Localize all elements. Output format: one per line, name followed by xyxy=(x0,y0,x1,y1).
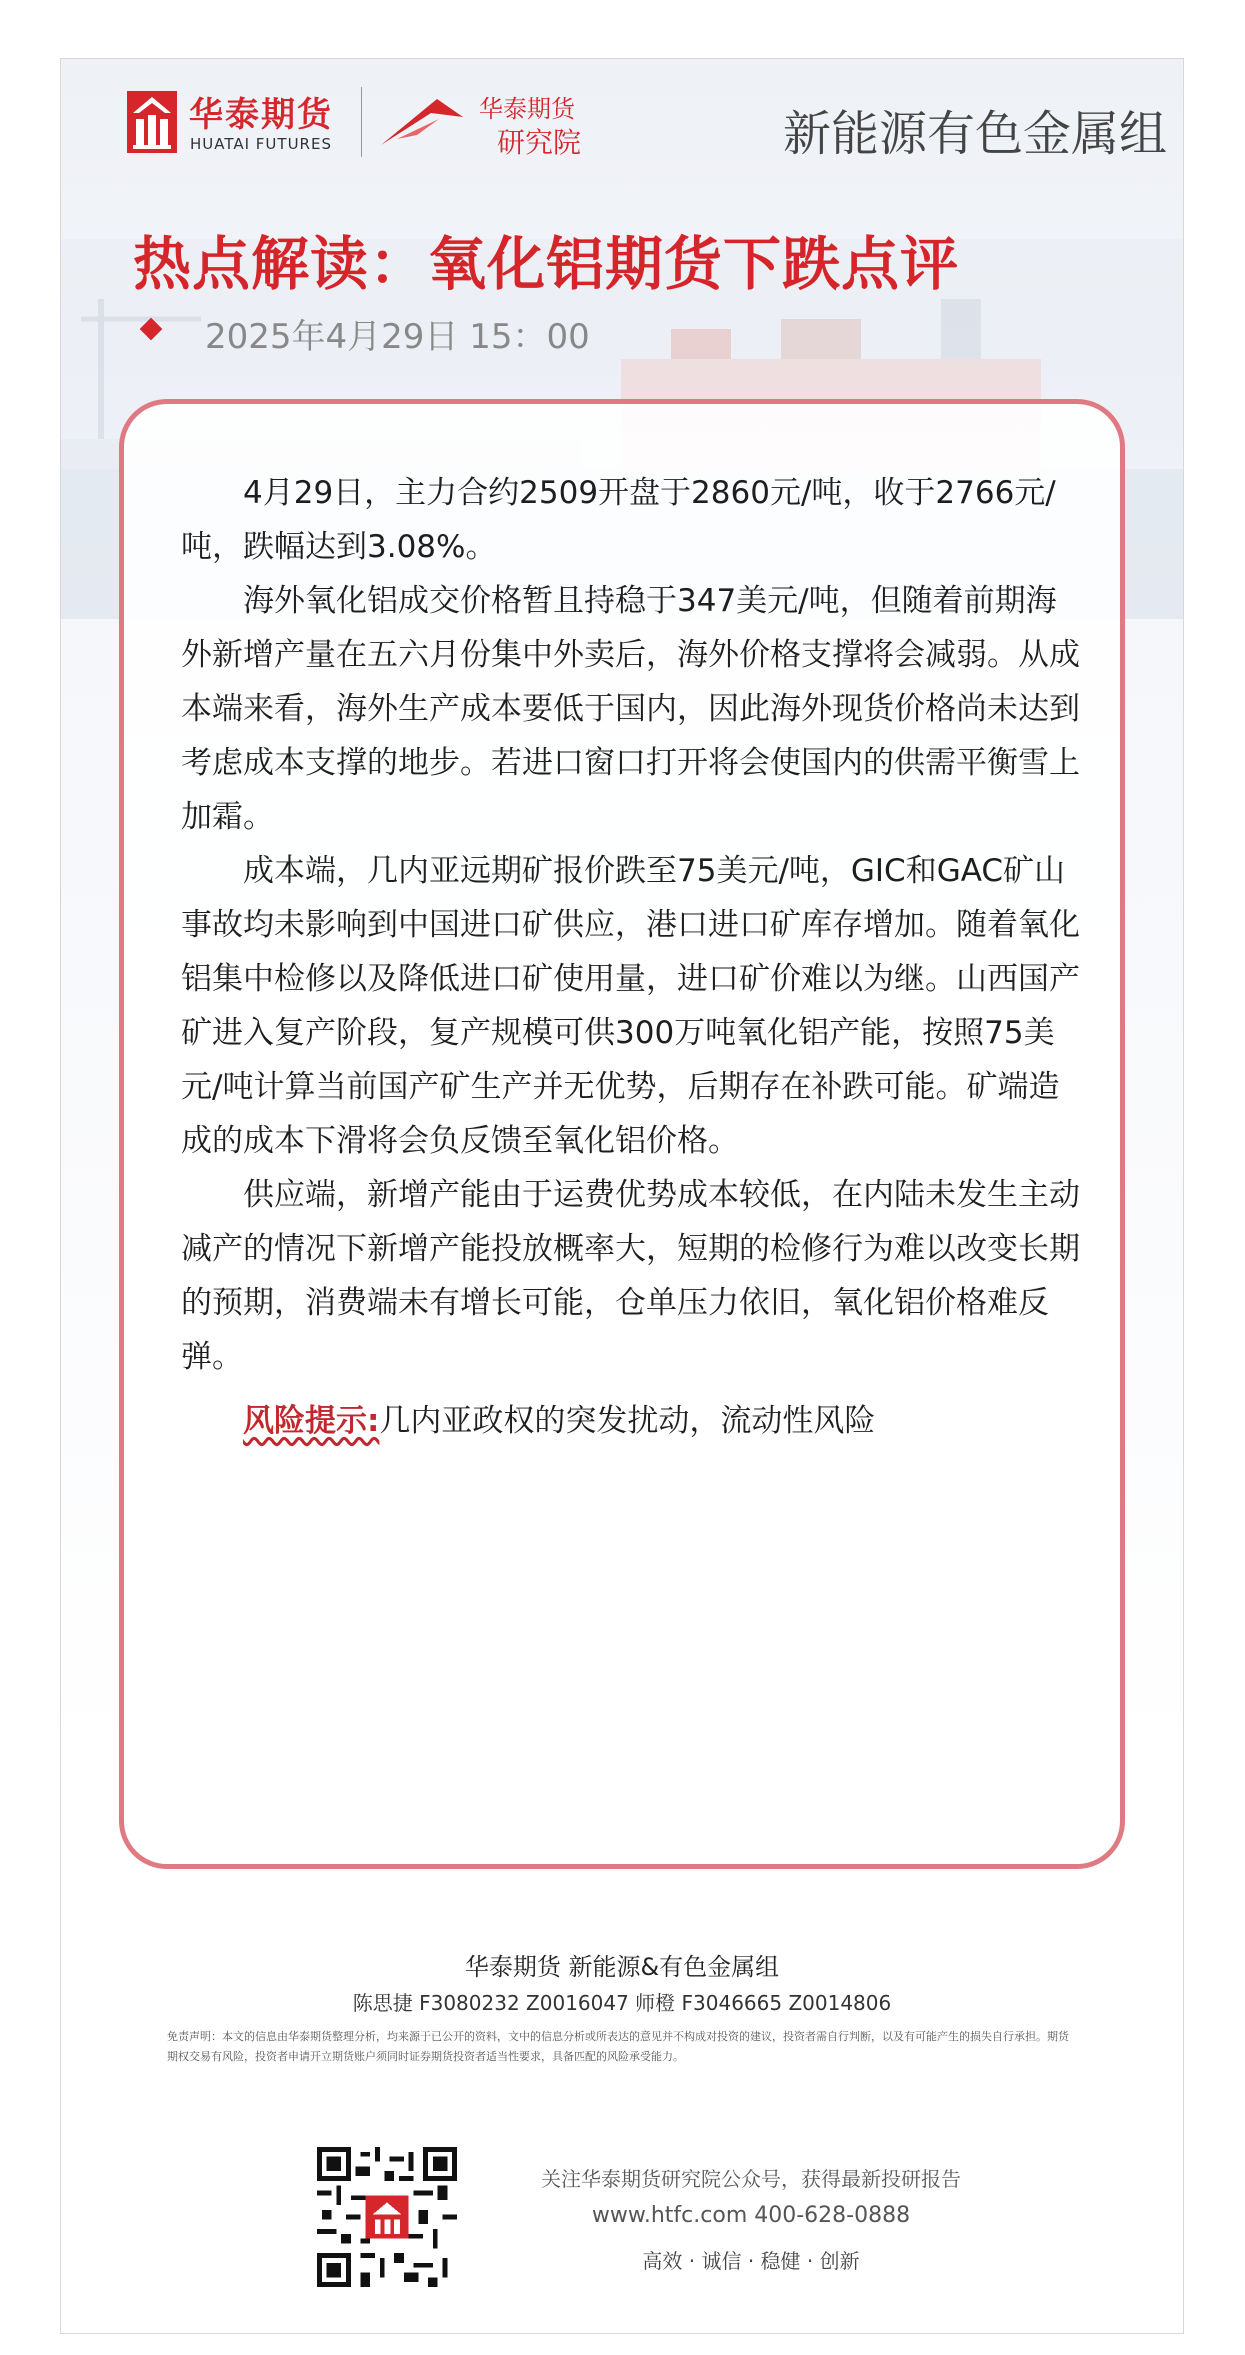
company-name-en: HUATAI FUTURES xyxy=(190,135,332,153)
paragraph-overseas: 海外氧化铝成交价格暂且持稳于347美元/吨，但随着前期海外新增产量在五六月份集中外卖后，海外价格支撑将会减弱。从成本端来看，海外生产成本要低于国内，因此海外现货价格尚未达到考虑成本支撑的地步。若进口窗口打开将会使国内的供需平衡雪上加霜。 xyxy=(181,583,1080,835)
risk-note xyxy=(181,1394,1081,1448)
logo-divider xyxy=(361,87,362,157)
company-name-cn: 华泰期货 xyxy=(189,95,333,135)
article-datetime: 2025年4月29日 15：00 xyxy=(205,317,590,357)
qr-code-icon[interactable] xyxy=(317,2147,457,2287)
contact-info[interactable]: www.htfc.com 400-628-0888 xyxy=(591,2203,911,2228)
paragraph-price: 4月29日，主力合约2509开盘于2860元/吨，收于2766元/吨，跌幅达到3.08%。 xyxy=(181,475,1056,565)
footer-org: 华泰期货 新能源&有色金属组 xyxy=(464,1953,780,1981)
poster xyxy=(60,58,1184,2334)
risk-text: 几内亚政权的突发扰动，流动性风险 xyxy=(379,1403,876,1439)
slogan: 高效 · 诚信 · 稳健 · 创新 xyxy=(642,2249,860,2273)
institute-name-line2: 研究院 xyxy=(497,126,582,159)
institute-logo-icon xyxy=(377,89,467,151)
article-body xyxy=(181,466,1081,1448)
huatai-logo-icon xyxy=(127,91,177,153)
risk-label: 风险提示: xyxy=(243,1403,380,1439)
follow-prompt: 关注华泰期货研究院公众号，获得最新投研报告 xyxy=(541,2167,961,2191)
header xyxy=(61,59,1183,189)
paragraph-cost: 成本端，几内亚远期矿报价跌至75美元/吨，GIC和GAC矿山事故均未影响到中国进口矿供应，港口进口矿库存增加。随着氧化铝集中检修以及降低进口矿使用量，进口矿价难以为继。山西国产矿进入复产阶段，复产规模可供300万吨氧化铝产能，按照75美元/吨计算当前国产矿生产并无优势，后期存在补跌可能。矿端造成的成本下滑将会负反馈至氧化铝价格。 xyxy=(181,853,1080,1159)
content-card xyxy=(119,399,1125,1869)
institute-name-line1: 华泰期货 xyxy=(479,95,575,123)
footer-analysts: 陈思捷 F3080232 Z0016047 师橙 F3046665 Z0014806 xyxy=(352,1991,892,2015)
paragraph-supply: 供应端，新增产能由于运费优势成本较低，在内陆未发生主动减产的情况下新增产能投放概率大，短期的检修行为难以改变长期的预期，消费端未有增长可能，仓单压力依旧，氧化铝价格难反弹。 xyxy=(181,1177,1080,1375)
disclaimer: 免责声明：本文的信息由华泰期货整理分析，均来源于已公开的资料，文中的信息分析或所表达的意见并不构成对投资的建议，投资者需自行判断，以及有可能产生的损失自行承担。期货期权交易有风险，投资者申请开立期货账户须同时证券期货投资者适当性要求，具备匹配的风险承受能力。 xyxy=(167,2030,1069,2063)
article-title: 热点解读：氧化铝期货下跌点评 xyxy=(133,230,960,298)
group-name: 新能源有色金属组 xyxy=(782,106,1167,162)
